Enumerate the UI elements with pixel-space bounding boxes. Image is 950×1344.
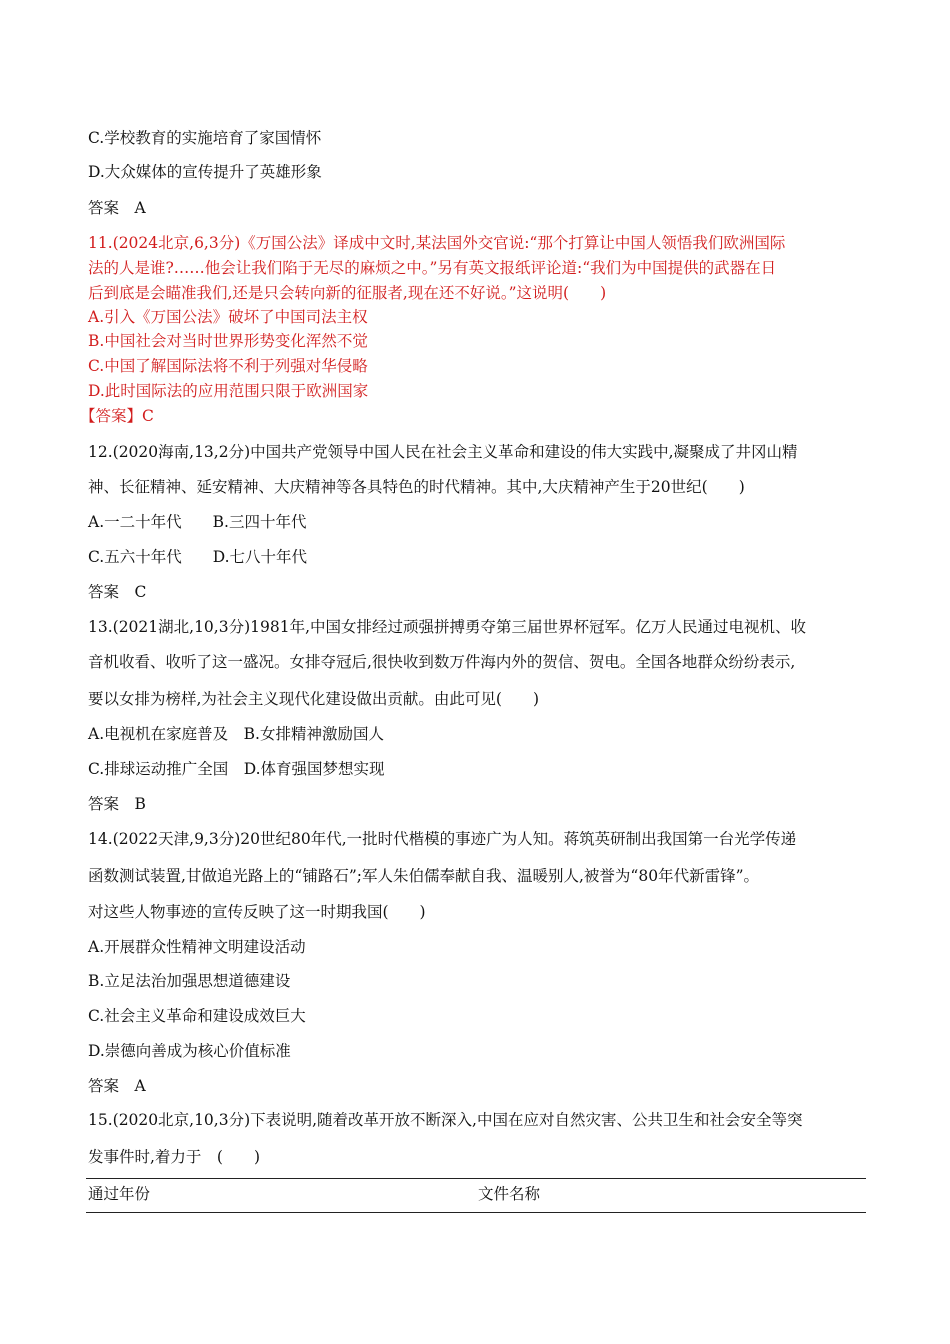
q14-answer: 答案 A [88,1077,146,1095]
q10-option-d: D.大众媒体的宣传提升了英雄形象 [88,163,322,181]
q12-stem-line2: 神、长征精神、延安精神、大庆精神等各具特色的时代精神。其中,大庆精神产生于20世纪( ) [88,478,745,496]
table-header-rule [86,1212,866,1213]
table-header-year: 通过年份 [88,1185,151,1203]
q12-stem-line1: 12.(2020海南,13,2分)中国共产党领导中国人民在社会主义革命和建设的伟大实践中,凝聚成了井冈山精 [88,443,798,461]
q15-stem-line2: 发事件时,着力于 ( ) [88,1148,261,1166]
q10-option-c: C.学校教育的实施培育了家国情怀 [88,129,322,147]
q15-stem-line1: 15.(2020北京,10,3分)下表说明,随着改革开放不断深入,中国在应对自然灾害、公共卫生和社会安全等突 [88,1111,803,1129]
q13-options-cd: C.排球运动推广全国 D.体育强国梦想实现 [88,760,385,778]
q11-option-a: A.引入《万国公法》破坏了中国司法主权 [88,308,368,326]
q12-options-cd: C.五六十年代 D.七八十年代 [88,548,308,566]
q14-option-c: C.社会主义革命和建设成效巨大 [88,1007,306,1025]
q10-answer: 答案 A [88,199,146,217]
table-top-rule [86,1178,866,1179]
q13-options-ab: A.电视机在家庭普及 B.女排精神激励国人 [88,725,384,743]
q13-stem-line1: 13.(2021湖北,10,3分)1981年,中国女排经过顽强拼搏勇夺第三届世界杯冠军。亿万人民通过电视机、收 [88,618,807,636]
q13-stem-line3: 要以女排为榜样,为社会主义现代化建设做出贡献。由此可见( ) [88,690,540,708]
q11-answer: 【答案】C [80,407,154,425]
q11-stem-line2: 法的人是谁?……他会让我们陷于无尽的麻烦之中。”另有英文报纸评论道:“我们为中国提供的武器在日 [88,259,777,277]
q14-stem-line2: 函数测试装置,甘做追光路上的“铺路石”;军人朱伯儒奉献自我、温暖别人,被誉为“80年代新雷锋”。 [88,867,759,885]
q13-answer: 答案 B [88,795,146,813]
q12-options-ab: A.一二十年代 B.三四十年代 [88,513,307,531]
table-header-document: 文件名称 [478,1185,541,1203]
q14-option-b: B.立足法治加强思想道德建设 [88,972,291,990]
q14-stem-line1: 14.(2022天津,9,3分)20世纪80年代,一批时代楷模的事迹广为人知。蒋筑英研制出我国第一台光学传递 [88,830,797,848]
q14-stem-line3: 对这些人物事迹的宣传反映了这一时期我国( ) [88,903,426,921]
q14-option-a: A.开展群众性精神文明建设活动 [88,938,306,956]
q11-option-c: C.中国了解国际法将不利于列强对华侵略 [88,357,368,375]
q12-answer: 答案 C [88,583,147,601]
q11-option-d: D.此时国际法的应用范围只限于欧洲国家 [88,382,369,400]
q11-stem-line1: 11.(2024北京,6,3分)《万国公法》译成中文时,某法国外交官说:“那个打算让中国人领悟我们欧洲国际 [88,234,786,252]
q11-stem-line3: 后到底是会瞄准我们,还是只会转向新的征服者,现在还不好说。”这说明( ) [88,284,607,302]
q11-option-b: B.中国社会对当时世界形势变化浑然不觉 [88,332,368,350]
q14-option-d: D.崇德向善成为核心价值标准 [88,1042,291,1060]
q13-stem-line2: 音机收看、收听了这一盛况。女排夺冠后,很快收到数万件海内外的贺信、贺电。全国各地群众纷纷表示, [88,653,796,671]
